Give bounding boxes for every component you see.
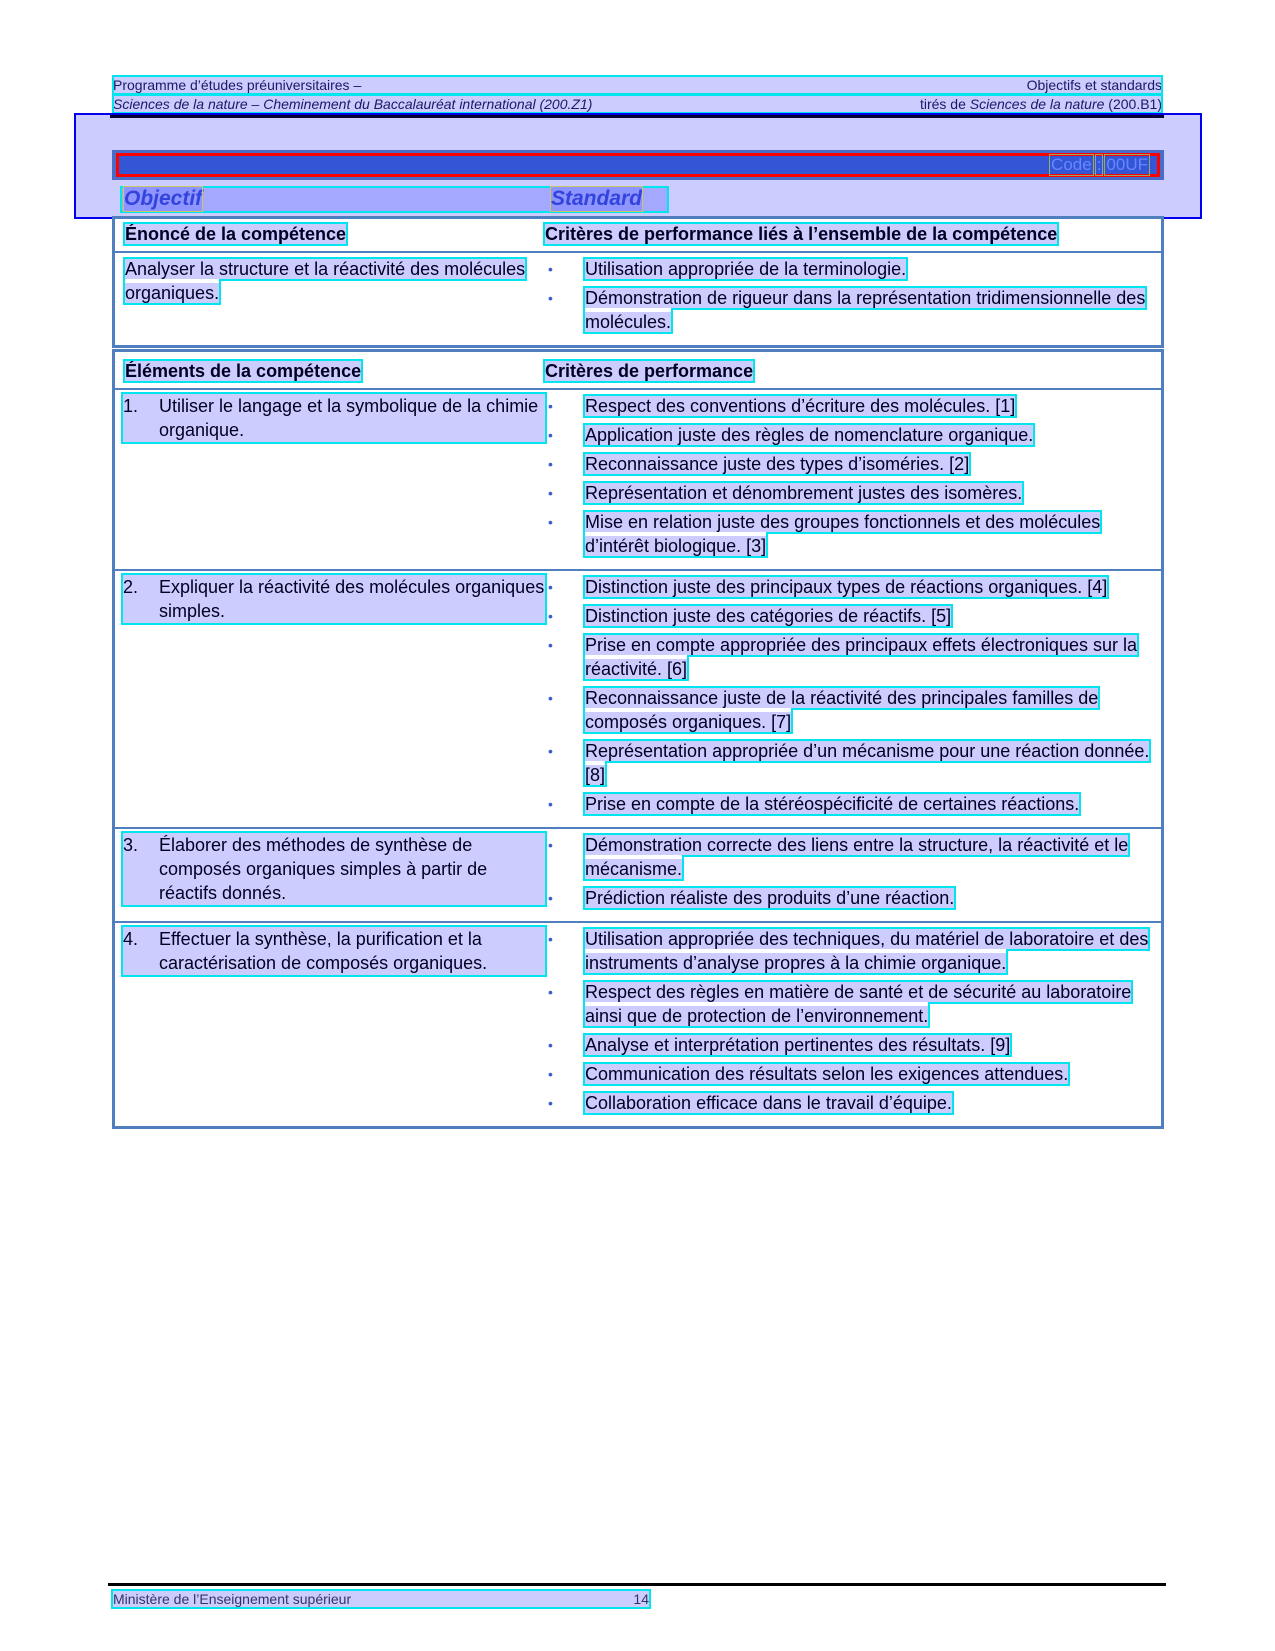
code-label: Code <box>1051 155 1092 174</box>
criterion-text: Application juste des règles de nomenclature organique. <box>585 425 1034 445</box>
table2-header-right-text: Critères de performance <box>545 361 754 381</box>
page-footer <box>113 1591 649 1607</box>
list-item <box>545 510 1153 558</box>
criteria-cell <box>545 390 1161 569</box>
list-item <box>545 980 1153 1028</box>
table1-body-row <box>115 251 1161 345</box>
bullet-icon: • <box>548 290 553 306</box>
bullet-icon: • <box>548 743 553 759</box>
bullet-icon: • <box>548 1095 553 1111</box>
criterion-text: Prise en compte appropriée des principaux effets électroniques sur la réactivité. [6] <box>585 635 1137 679</box>
element-text: Effectuer la synthèse, la purification et la caractérisation de composés organiques. <box>159 929 488 973</box>
criteria-list <box>545 575 1153 816</box>
criteria-list <box>545 927 1153 1115</box>
running-header <box>113 76 1162 114</box>
element-text: Utiliser le langage et la symbolique de la chimie organique. <box>159 396 539 440</box>
running-header-line-1 <box>113 76 1162 94</box>
table1-criteria-list <box>545 257 1153 334</box>
competence-elements-table <box>112 349 1164 1129</box>
list-item <box>545 1091 1153 1115</box>
criteria-list <box>545 833 1153 910</box>
competence-statement-text: Analyser la structure et la réactivité des molécules organiques. <box>125 259 526 303</box>
table1-criteria <box>545 253 1161 345</box>
section-subtitle <box>920 95 1162 113</box>
list-item <box>545 257 1153 281</box>
criterion-text: Démonstration correcte des liens entre la structure, la réactivité et le mécanisme. <box>585 835 1129 879</box>
list-item <box>545 686 1153 734</box>
criterion-text: Utilisation appropriée des techniques, du matériel de laboratoire et des instruments d’analyse propres à la chimie organique. <box>585 929 1149 973</box>
list-item <box>545 575 1153 599</box>
criterion-text: Représentation appropriée d’un mécanisme pour une réaction donnée. [8] <box>585 741 1150 785</box>
element-cell <box>115 829 545 921</box>
table1-header-row <box>115 219 1161 251</box>
bullet-icon: • <box>548 608 553 624</box>
bullet-icon: • <box>548 890 553 906</box>
bullet-icon: • <box>548 984 553 1000</box>
criterion-text: Distinction juste des catégories de réactifs. [5] <box>585 606 952 626</box>
table-row <box>115 388 1161 569</box>
bullet-icon: • <box>548 579 553 595</box>
program-title: Programme d’études préuniversitaires – <box>113 77 362 93</box>
table1-header-left-text: Énoncé de la compétence <box>125 224 347 244</box>
bullet-icon: • <box>548 690 553 706</box>
list-item <box>545 286 1153 334</box>
element-number: 3. <box>123 835 139 855</box>
element <box>123 394 545 442</box>
element-text: Élaborer des méthodes de synthèse de composés organiques simples à partir de réactifs donnés. <box>159 835 488 903</box>
footer-ministry: Ministère de l’Enseignement supérieur <box>113 1591 352 1607</box>
element-number: 2. <box>123 577 139 597</box>
bullet-icon: • <box>548 261 553 277</box>
table1-header-right <box>545 219 1161 251</box>
table1-header-left <box>115 219 545 251</box>
bullet-icon: • <box>548 398 553 414</box>
header-rule <box>110 115 1164 118</box>
bullet-icon: • <box>548 1066 553 1082</box>
criterion-text: Respect des règles en matière de santé et de sécurité au laboratoire ainsi que de protection de l’environnement. <box>585 982 1132 1026</box>
standard-label: Standard <box>551 187 643 210</box>
bullet-icon: • <box>548 837 553 853</box>
criterion-text: Reconnaissance juste des types d’isoméries. [2] <box>585 454 970 474</box>
section-subtitle-prefix: tirés de <box>919 96 970 112</box>
criterion-text: Distinction juste des principaux types de réactions organiques. [4] <box>585 577 1108 597</box>
list-item <box>545 927 1153 975</box>
list-item <box>545 739 1153 787</box>
running-header-line-2 <box>113 95 1162 113</box>
list-item <box>545 633 1153 681</box>
criteria-cell <box>545 923 1161 1126</box>
criterion-text: Prise en compte de la stéréospécificité de certaines réactions. <box>585 794 1080 814</box>
table-row <box>115 827 1161 921</box>
footer-rule <box>108 1583 1166 1586</box>
list-item <box>545 423 1153 447</box>
criterion-text: Reconnaissance juste de la réactivité des principales familles de composés organiques. [7] <box>585 688 1099 732</box>
element <box>123 575 545 623</box>
criterion-text: Respect des conventions d’écriture des molécules. [1] <box>585 396 1016 416</box>
bullet-icon: • <box>548 796 553 812</box>
element <box>123 927 545 975</box>
element-number: 4. <box>123 929 139 949</box>
code-bar-inner <box>116 153 1160 177</box>
code-bar <box>112 150 1164 180</box>
element-cell <box>115 571 545 827</box>
bullet-icon: • <box>548 1037 553 1053</box>
element-cell <box>115 390 545 569</box>
table-row <box>115 921 1161 1126</box>
list-item <box>545 1062 1153 1086</box>
list-item <box>545 833 1153 881</box>
table-row <box>115 569 1161 827</box>
list-item <box>545 481 1153 505</box>
criterion-text: Prédiction réaliste des produits d’une réaction. <box>585 888 955 908</box>
list-item <box>545 452 1153 476</box>
bullet-icon: • <box>548 485 553 501</box>
element-cell <box>115 923 545 1126</box>
bullet-icon: • <box>548 514 553 530</box>
section-subtitle-suffix: (200.B1) <box>1104 96 1162 112</box>
table2-header-row <box>115 352 1161 388</box>
criteria-cell <box>545 829 1161 921</box>
bullet-icon: • <box>548 456 553 472</box>
bullet-icon: • <box>548 427 553 443</box>
element-text: Expliquer la réactivité des molécules organiques simples. <box>159 577 545 621</box>
criterion-text: Communication des résultats selon les exigences attendues. <box>585 1064 1069 1084</box>
criterion-text: Collaboration efficace dans le travail d’équipe. <box>585 1093 952 1113</box>
list-item <box>545 792 1153 816</box>
element-number: 1. <box>123 396 139 416</box>
table2-header-left-text: Éléments de la compétence <box>125 361 362 381</box>
criterion-text: Mise en relation juste des groupes fonctionnels et des molécules d’intérêt biologique. [3] <box>585 512 1101 556</box>
objectif-label: Objectif <box>124 187 203 210</box>
criteria-cell <box>545 571 1161 827</box>
page-number: 14 <box>633 1591 649 1607</box>
competence-statement <box>115 253 545 345</box>
criterion-text: Démonstration de rigueur dans la représentation tridimensionnelle des molécules. <box>585 288 1146 332</box>
criterion-text: Analyse et interprétation pertinentes des résultats. [9] <box>585 1035 1011 1055</box>
list-item <box>545 1033 1153 1057</box>
competence-statement-table <box>112 216 1164 348</box>
bullet-icon: • <box>548 637 553 653</box>
criterion-text: Utilisation appropriée de la terminologie. <box>585 259 907 279</box>
list-item <box>545 886 1153 910</box>
program-subtitle-text: Sciences de la nature – Cheminement du Baccalauréat international (200.Z1) <box>113 96 593 112</box>
list-item <box>545 604 1153 628</box>
table2-header-right <box>545 352 1161 388</box>
table2-header-left <box>115 352 545 388</box>
element <box>123 833 545 905</box>
code-value: 00UF <box>1106 155 1148 174</box>
program-subtitle <box>113 95 592 113</box>
code-separator: : <box>1096 155 1102 174</box>
criteria-list <box>545 394 1153 558</box>
bullet-icon: • <box>548 931 553 947</box>
criterion-text: Représentation et dénombrement justes des isomères. <box>585 483 1023 503</box>
section-title: Objectifs et standards <box>1026 77 1162 93</box>
table1-header-right-text: Critères de performance liés à l’ensemble de la compétence <box>545 224 1058 244</box>
list-item <box>545 394 1153 418</box>
section-subtitle-italic: Sciences de la nature <box>969 96 1105 112</box>
